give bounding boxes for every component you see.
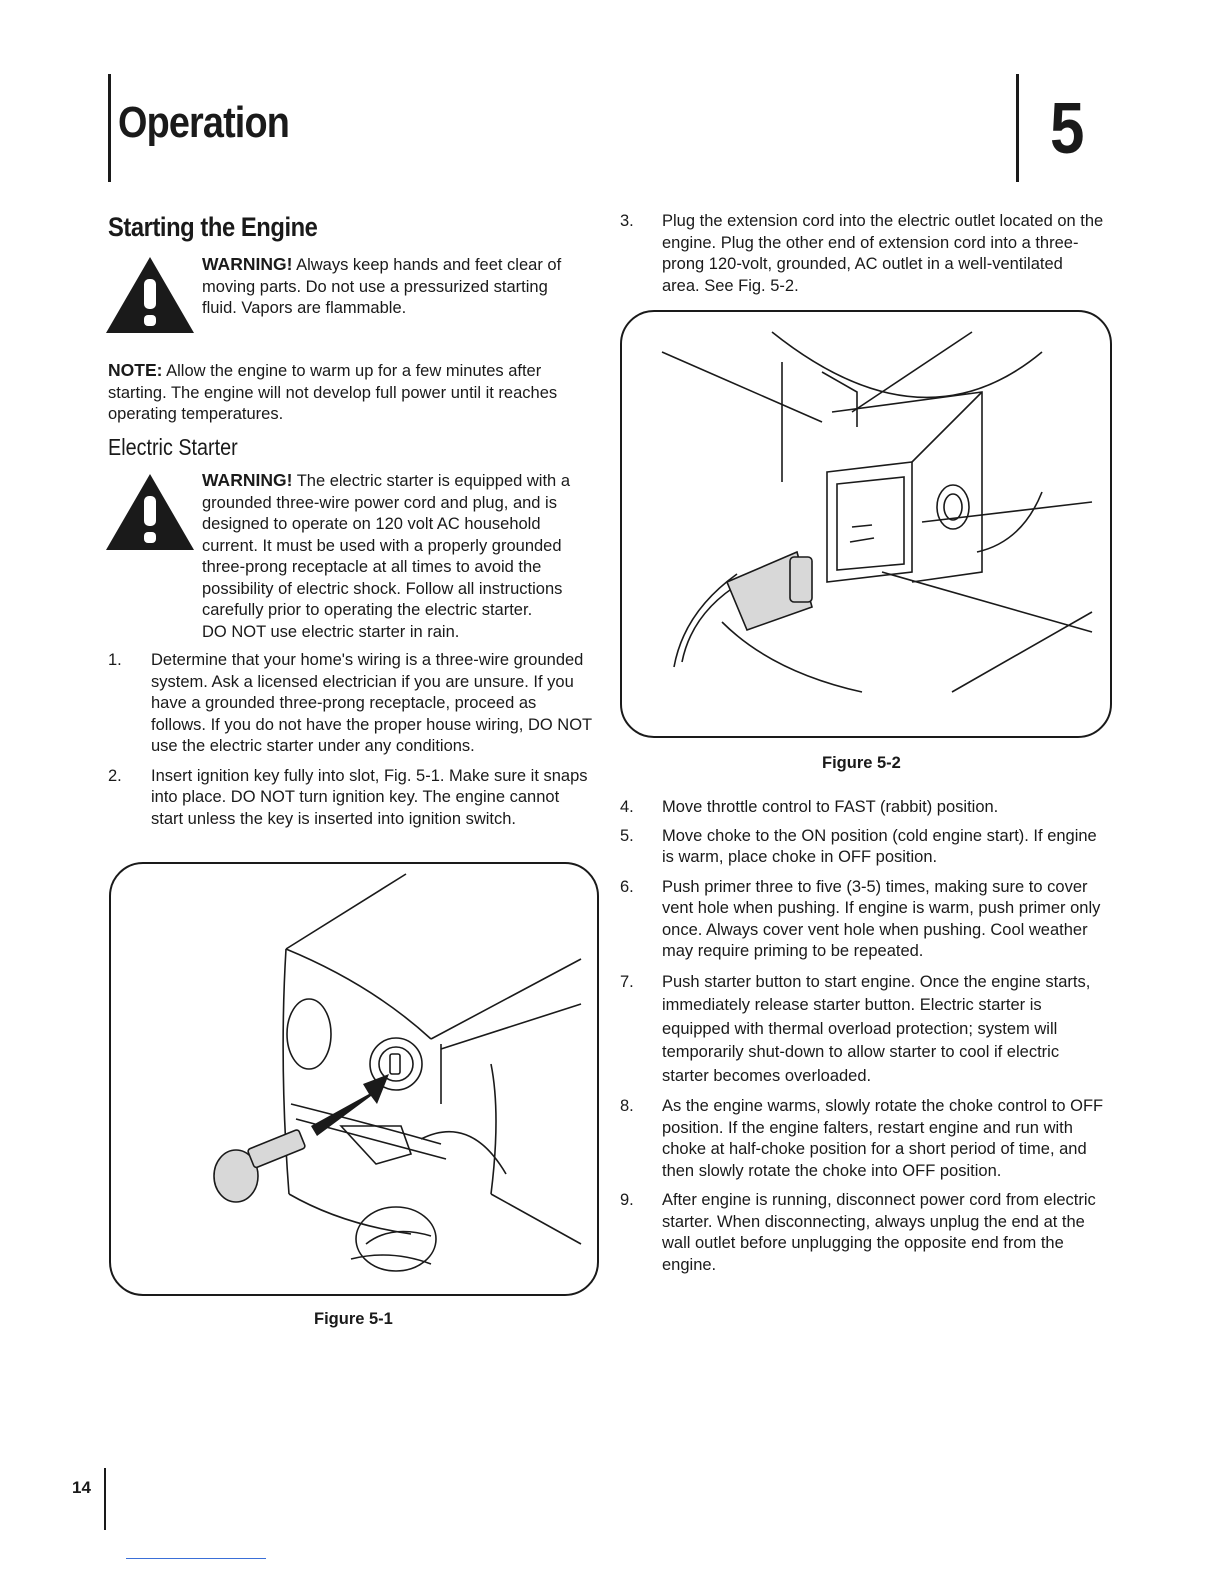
chapter-number: 5: [1050, 89, 1085, 169]
step-text: Determine that your home's wiring is a three-wire grounded system. Ask a licensed electrician if you are unsure. If you have a grounded three-prong receptacle, proceed as follows. If you do not have the proper house wiring, DO NOT use the electric starter under any conditions.: [151, 651, 592, 755]
list-item: [620, 826, 1110, 869]
warning-label: WARNING!: [202, 470, 293, 490]
step-text: Plug the extension cord into the electric outlet located on the engine. Plug the other end of extension cord into a three-prong 120-volt, grounded, AC outlet in a well-ventilated area. See Fig. 5-2.: [662, 212, 1104, 295]
list-item: [620, 1190, 1110, 1276]
list-item: [620, 1096, 1110, 1182]
steps-list-right-top: [620, 211, 1105, 297]
list-item: [620, 797, 1110, 819]
list-item: [620, 877, 1110, 963]
warning-triangle-icon: [104, 255, 196, 335]
step-text: As the engine warms, slowly rotate the choke control to OFF position. If the engine falters, restart engine and run with choke at half-choke position for a short period of time, and then slowly rotate the choke into OFF position.: [662, 1097, 1104, 1180]
warning-triangle-icon: [104, 472, 196, 552]
step-number: 9.: [620, 1191, 634, 1209]
step-text: Move choke to the ON position (cold engine start). If engine is warm, place choke in OFF position.: [662, 826, 1097, 866]
page-number: 14: [72, 1478, 91, 1497]
warning-text-rain: DO NOT use electric starter in rain.: [202, 622, 460, 641]
step-number: 4.: [620, 798, 634, 816]
section-heading-electric-starter: Electric Starter: [108, 434, 238, 460]
step-number: 6.: [620, 877, 634, 896]
step-number: 3.: [620, 212, 634, 230]
step-text: Push starter button to start engine. Once the engine starts, immediately release starter button. Electric starter is equipped with thermal overload protection; system will temporarily shut-down to allow starter to cool if electric starter becomes overloaded.: [662, 972, 1091, 1085]
warning-text: Always keep hands and feet clear of moving parts. Do not use a pressurized starting fluid. Vapors are flammable.: [202, 256, 562, 317]
figure-5-2-illustration: [620, 310, 1112, 738]
step-number: 5.: [620, 826, 634, 845]
footer-link-rule: [126, 1558, 266, 1559]
list-item: [620, 971, 1110, 1089]
step-text: After engine is running, disconnect power cord from electric starter. When disconnecting, always unplug the end at the wall outlet before unplugging the opposite end from the engine.: [662, 1191, 1096, 1274]
note-text: Allow the engine to warm up for a few minutes after starting. The engine will not develop full power until it reaches operating temperatures.: [108, 362, 558, 423]
figure-5-2-caption: Figure 5-2: [822, 754, 901, 772]
step-number: 7.: [620, 972, 634, 991]
step-number: 2.: [108, 766, 122, 785]
chapter-title-rule: [108, 74, 111, 182]
warning-paragraph-electric: [202, 470, 587, 643]
section-heading-starting: Starting the Engine: [108, 212, 318, 242]
list-item: [108, 650, 593, 758]
figure-5-1-caption: Figure 5-1: [314, 1310, 393, 1328]
step-number: 1.: [108, 651, 122, 669]
step-text: Insert ignition key fully into slot, Fig. 5-1. Make sure it snaps into place. DO NOT turn ignition key. The engine cannot start unless the key is inserted into ignition switch.: [151, 766, 588, 828]
step-text: Push primer three to five (3-5) times, making sure to cover vent hole when pushing. If engine is warm, push primer only once. Always cover vent hole when pushing. Cool weather may require priming to be repeated.: [662, 877, 1101, 960]
steps-list-right: [620, 797, 1110, 1276]
step-number: 8.: [620, 1097, 634, 1115]
chapter-title: Operation: [118, 98, 289, 147]
figure-5-1-illustration: [109, 862, 599, 1296]
list-item: [108, 766, 593, 831]
note-paragraph: [108, 360, 588, 426]
chapter-number-rule: [1016, 74, 1019, 182]
warning-text: The electric starter is equipped with a grounded three-wire power cord and plug, and is designed to operate on 120 volt AC household current. It must be used with a properly grounded three-prong receptacle at all times to avoid the possibility of electric shock. Follow all instructions carefully prior to operating the electric starter.: [202, 472, 570, 619]
warning-label: WARNING!: [202, 254, 293, 274]
steps-list-left: [108, 650, 593, 830]
step-text: Move throttle control to FAST (rabbit) position.: [662, 798, 999, 816]
list-item: [620, 211, 1105, 297]
page-number-rule: [104, 1468, 106, 1530]
note-label: NOTE:: [108, 360, 163, 380]
warning-paragraph-starting: [202, 254, 582, 320]
